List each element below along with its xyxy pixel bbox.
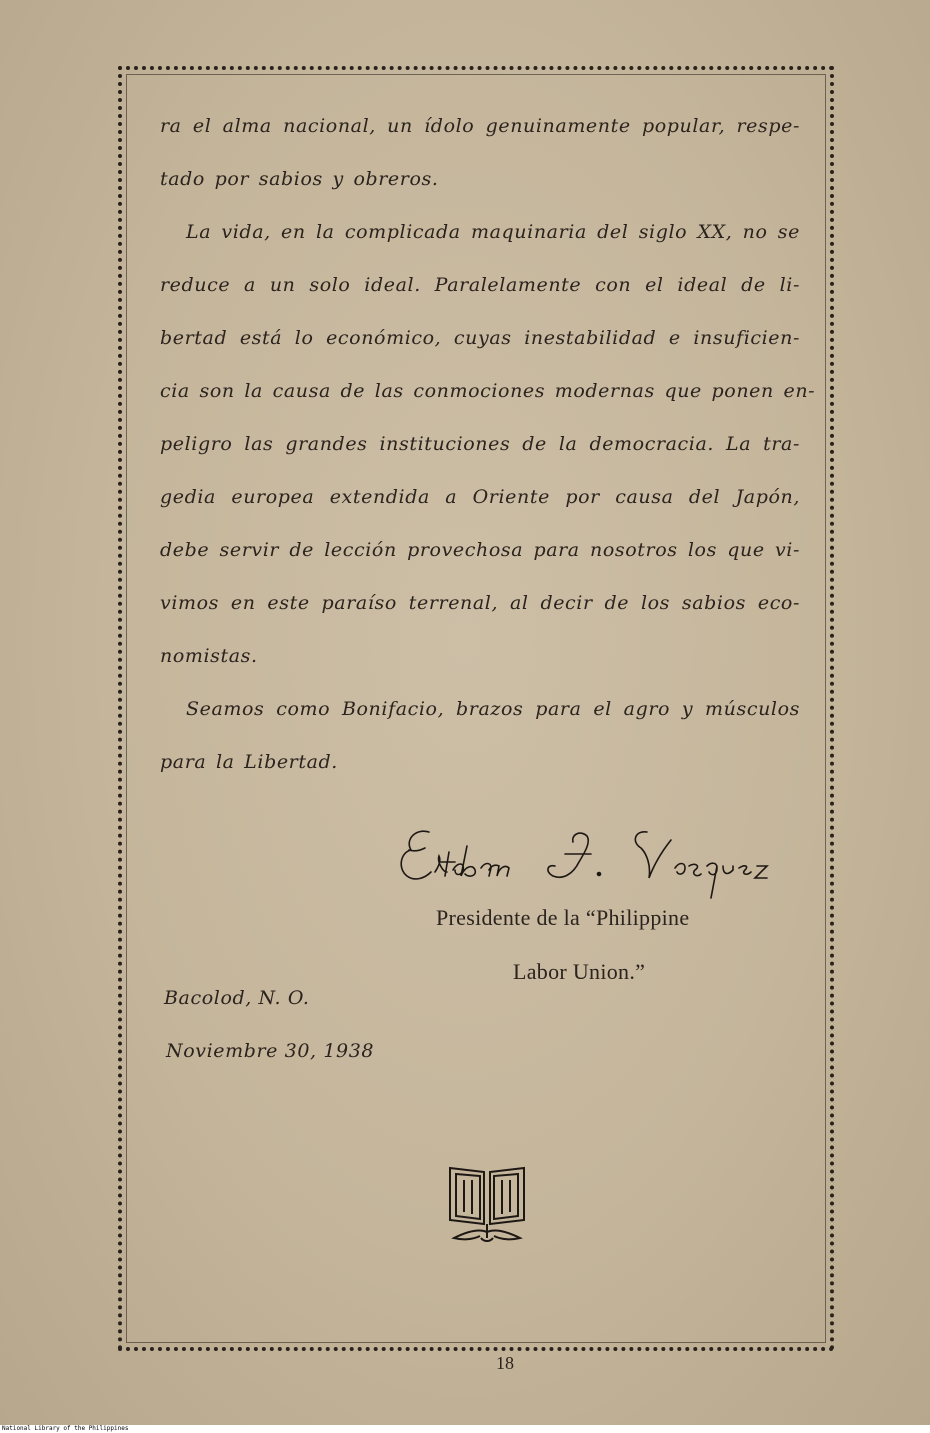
page-number: 18 bbox=[496, 1353, 514, 1373]
text-line: peligro las grandes instituciones de la democracia. La tra- bbox=[160, 433, 800, 455]
text-line: reduce a un solo ideal. Paralelamente con el ideal de li- bbox=[160, 274, 800, 296]
text-line: vimos en este paraíso terrenal, al decir de los sabios eco- bbox=[160, 592, 800, 614]
text-line: bertad está lo económico, cuyas inestabilidad e insuficien- bbox=[160, 327, 800, 349]
text-line: La vida, en la complicada maquinaria del siglo XX, no se bbox=[186, 221, 800, 243]
signer-title-line-1: Presidente de la “Philippine bbox=[436, 905, 690, 930]
text-line: Seamos como Bonifacio, brazos para el agro y músculos bbox=[186, 698, 800, 720]
place-date: Noviembre 30, 1938 bbox=[166, 1040, 375, 1062]
text-line: nomistas. bbox=[160, 645, 258, 667]
text-line: ra el alma nacional, un ídolo genuinamente popular, respe- bbox=[160, 115, 800, 137]
body-text bbox=[160, 100, 816, 789]
place-city: Bacolod, N. O. bbox=[164, 987, 310, 1009]
handwritten-signature bbox=[395, 822, 795, 902]
library-credit: National Library of the Philippines bbox=[2, 1425, 129, 1432]
scan-footer bbox=[0, 1425, 930, 1433]
text-line: gedia europea extendida a Oriente por causa del Japón, bbox=[160, 486, 800, 508]
text-line: debe servir de lección provechosa para nosotros los que vi- bbox=[160, 539, 800, 561]
book-ornament-icon bbox=[444, 1162, 530, 1248]
text-line: tado por sabios y obreros. bbox=[160, 168, 439, 190]
text-line: para la Libertad. bbox=[160, 751, 338, 773]
text-line: cia son la causa de las conmociones modernas que ponen en- bbox=[160, 380, 816, 402]
signer-title-line-2: Labor Union.” bbox=[513, 959, 646, 984]
